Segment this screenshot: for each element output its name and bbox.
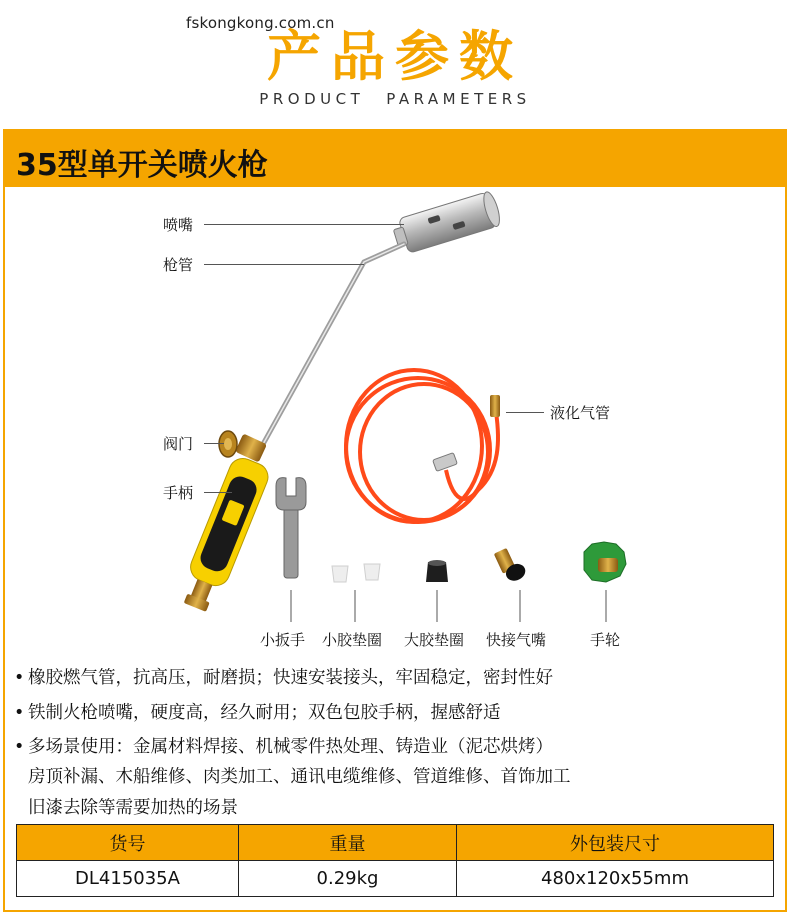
subtitle-part2: PARAMETERS <box>386 90 531 108</box>
feature-item: • 多场景使用：金属材料焊接、机械零件热处理、铸造业（泥芯烘烤） <box>14 737 553 757</box>
feature-text: 橡胶燃气管，抗高压，耐磨损；快速安装接头，牢固稳定，密封性好 <box>28 668 553 688</box>
hose-icon <box>346 370 498 522</box>
watermark: fskongkong.com.cn <box>186 14 335 32</box>
spec-item-no: DL415035A <box>17 861 239 897</box>
spec-header-item-no: 货号 <box>17 825 239 861</box>
callout-nozzle: 喷嘴 <box>163 216 194 234</box>
callout-line-barrel <box>204 264 364 265</box>
accessory-label-small-washer: 小胶垫圈 <box>322 631 383 649</box>
spec-package-size: 480x120x55mm <box>457 861 774 897</box>
callout-hose: 液化气管 <box>550 404 611 422</box>
spec-weight: 0.29kg <box>239 861 457 897</box>
spec-header-weight: 重量 <box>239 825 457 861</box>
page-title: 产品参数 <box>267 25 523 88</box>
product-name: 35型单开关喷火枪 <box>16 148 268 183</box>
callout-line-handle <box>204 492 232 493</box>
hand-wheel-icon <box>584 542 626 582</box>
accessory-label-wrench: 小扳手 <box>260 631 306 649</box>
wrench-icon <box>276 478 306 578</box>
callout-barrel: 枪管 <box>163 256 194 274</box>
callout-line-nozzle <box>204 224 404 225</box>
feature-text: 多场景使用：金属材料焊接、机械零件热处理、铸造业（泥芯烘烤） <box>28 737 553 757</box>
callout-line-valve <box>204 443 224 444</box>
spec-header-package-size: 外包装尺寸 <box>457 825 774 861</box>
spec-table <box>16 824 774 897</box>
feature-text: 铁制火枪喷嘴，硬度高，经久耐用；双色包胶手柄，握感舒适 <box>28 703 501 723</box>
accessory-label-large-washer: 大胶垫圈 <box>404 631 465 649</box>
small-washer-icon <box>332 564 380 582</box>
callout-line-hose <box>506 412 544 413</box>
callout-handle: 手柄 <box>163 484 194 502</box>
subtitle-part1: PRODUCT <box>259 90 365 108</box>
table-row <box>17 861 774 897</box>
feature-continuation: 房顶补漏、木船维修、肉类加工、通讯电缆维修、管道维修、首饰加工 <box>28 767 571 787</box>
barrel-icon <box>262 244 404 446</box>
nozzle-icon <box>391 190 503 255</box>
spec-table-header <box>17 825 774 861</box>
feature-item: • 铁制火枪喷嘴，硬度高，经久耐用；双色包胶手柄，握感舒适 <box>14 703 501 723</box>
quick-connector-icon <box>494 545 528 585</box>
feature-item: • 橡胶燃气管，抗高压，耐磨损；快速安装接头，牢固稳定，密封性好 <box>14 668 553 688</box>
handle-icon <box>176 454 272 615</box>
valve-icon <box>219 431 267 463</box>
feature-continuation: 旧漆去除等需要加热的场景 <box>28 798 238 818</box>
accessory-label-hand-wheel: 手轮 <box>590 631 621 649</box>
callout-valve: 阀门 <box>163 435 194 453</box>
accessory-label-quick-connector: 快接气嘴 <box>486 631 547 649</box>
large-washer-icon <box>426 560 448 582</box>
